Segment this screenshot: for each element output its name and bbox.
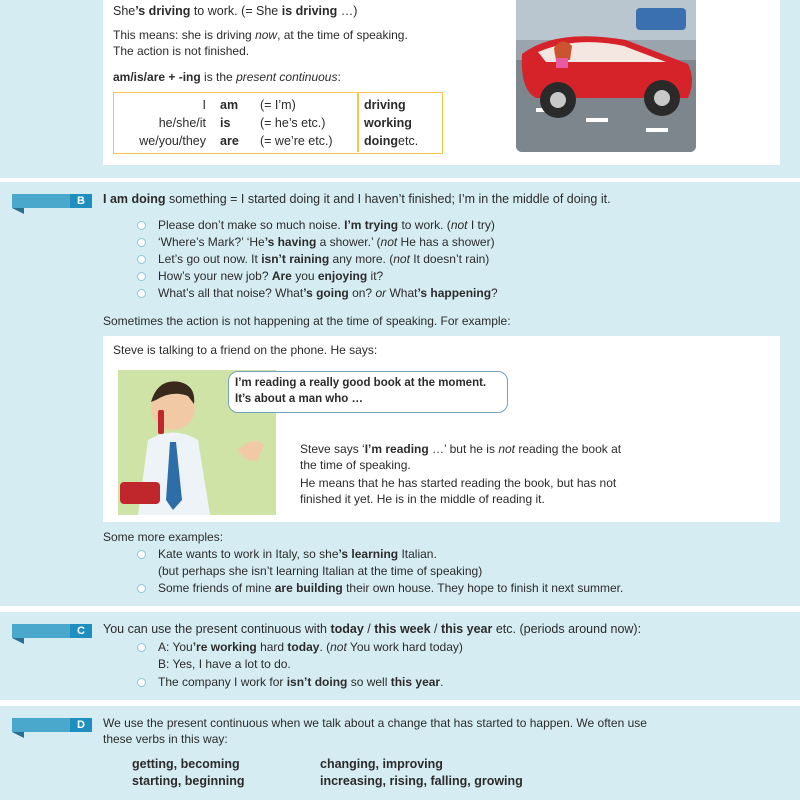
example-line: Let’s go out now. It isn’t raining any more. (not It doesn’t rain) [158, 252, 490, 266]
section-letter: D [70, 718, 92, 732]
subject: I [202, 98, 206, 112]
verb-list: increasing, rising, falling, growing [320, 774, 523, 788]
example-line: ‘Where’s Mark?’ ‘He’s having a shower.’ (not He has a shower) [158, 235, 495, 249]
table-row [114, 116, 444, 134]
ing-form: doing etc. [364, 134, 419, 148]
verb-list: changing, improving [320, 757, 443, 771]
verb: am [220, 98, 239, 112]
steve-says-line1: Steve says ‘I’m reading …’ but he is not reading the book at [300, 442, 622, 456]
table-row [114, 98, 444, 116]
car-drawing [516, 0, 696, 152]
subject: we/you/they [139, 134, 206, 148]
table-row [114, 134, 444, 152]
bullet-icon [137, 584, 146, 593]
conjugation-table [113, 92, 443, 154]
dialogue-a: A: You’re working hard today. (not You work hard today) [158, 640, 463, 654]
bullet-icon [137, 238, 146, 247]
section-a-line1: She’s driving to work. (= She is driving …) [113, 4, 358, 18]
dialogue-b: B: Yes, I have a lot to do. [158, 657, 291, 671]
car-illustration [516, 0, 696, 152]
section-b-tab [12, 194, 92, 214]
bullet-icon [137, 289, 146, 298]
section-c-tab [12, 624, 92, 644]
sometimes-line: Sometimes the action is not happening at the time of speaking. For example: [103, 314, 511, 328]
verb-list: starting, beginning [132, 774, 245, 788]
ing-form: working [364, 116, 412, 130]
section-a-line2: This means: she is driving now, at the time of speaking. [113, 28, 408, 42]
section-b-intro: I am doing something = I started doing it and I haven’t finished; I’m in the middle of doing it. [103, 192, 611, 206]
section-d-tab [12, 718, 92, 738]
section-a-line4: am/is/are + -ing is the present continuous: [113, 70, 341, 84]
tab-fold [12, 732, 24, 738]
ing-form: driving [364, 98, 406, 112]
steve-says-line2: the time of speaking. [300, 458, 411, 472]
example-line: Kate wants to work in Italy, so she’s learning Italian. [158, 547, 437, 561]
example-line: What’s all that noise? What’s going on? or What’s happening? [158, 286, 498, 300]
tab-fold [12, 208, 24, 214]
bullet-icon [137, 272, 146, 281]
example-line: The company I work for isn’t doing so well this year. [158, 675, 444, 689]
bullet-icon [137, 255, 146, 264]
short-form: (= I’m) [260, 98, 296, 112]
bullet-icon [137, 643, 146, 652]
section-d-intro1: We use the present continuous when we talk about a change that has started to happen. We often use [103, 716, 647, 730]
tab-fold [12, 638, 24, 644]
section-letter: B [70, 194, 92, 208]
bubble-line: It’s about a man who … [235, 393, 363, 405]
bullet-icon [137, 550, 146, 559]
verb-list: getting, becoming [132, 757, 240, 771]
bullet-icon [137, 221, 146, 230]
more-examples-heading: Some more examples: [103, 530, 224, 544]
section-d-intro2: these verbs in this way: [103, 732, 228, 746]
steve-means-line2: finished it yet. He is in the middle of reading it. [300, 492, 545, 506]
steve-means-line1: He means that he has started reading the book, but has not [300, 476, 617, 490]
bullet-icon [137, 678, 146, 687]
verb: are [220, 134, 239, 148]
example-line: Please don’t make so much noise. I’m trying to work. (not I try) [158, 218, 495, 232]
section-letter: C [70, 624, 92, 638]
short-form: (= he’s etc.) [260, 116, 326, 130]
example-line: How’s your new job? Are you enjoying it? [158, 269, 384, 283]
bubble-line: I’m reading a really good book at the moment. [235, 377, 487, 389]
example-note: (but perhaps she isn’t learning Italian at the time of speaking) [158, 564, 483, 578]
section-a-line3: The action is not finished. [113, 44, 250, 58]
verb: is [220, 116, 231, 130]
subject: he/she/it [158, 116, 206, 130]
example-line: Some friends of mine are building their own house. They hope to finish it next summer. [158, 581, 624, 595]
section-c-intro: You can use the present continuous with today / this week / this year etc. (periods around now): [103, 622, 642, 636]
short-form: (= we’re etc.) [260, 134, 333, 148]
steve-intro: Steve is talking to a friend on the phone. He says: [113, 343, 378, 357]
speech-bubble [228, 371, 508, 413]
